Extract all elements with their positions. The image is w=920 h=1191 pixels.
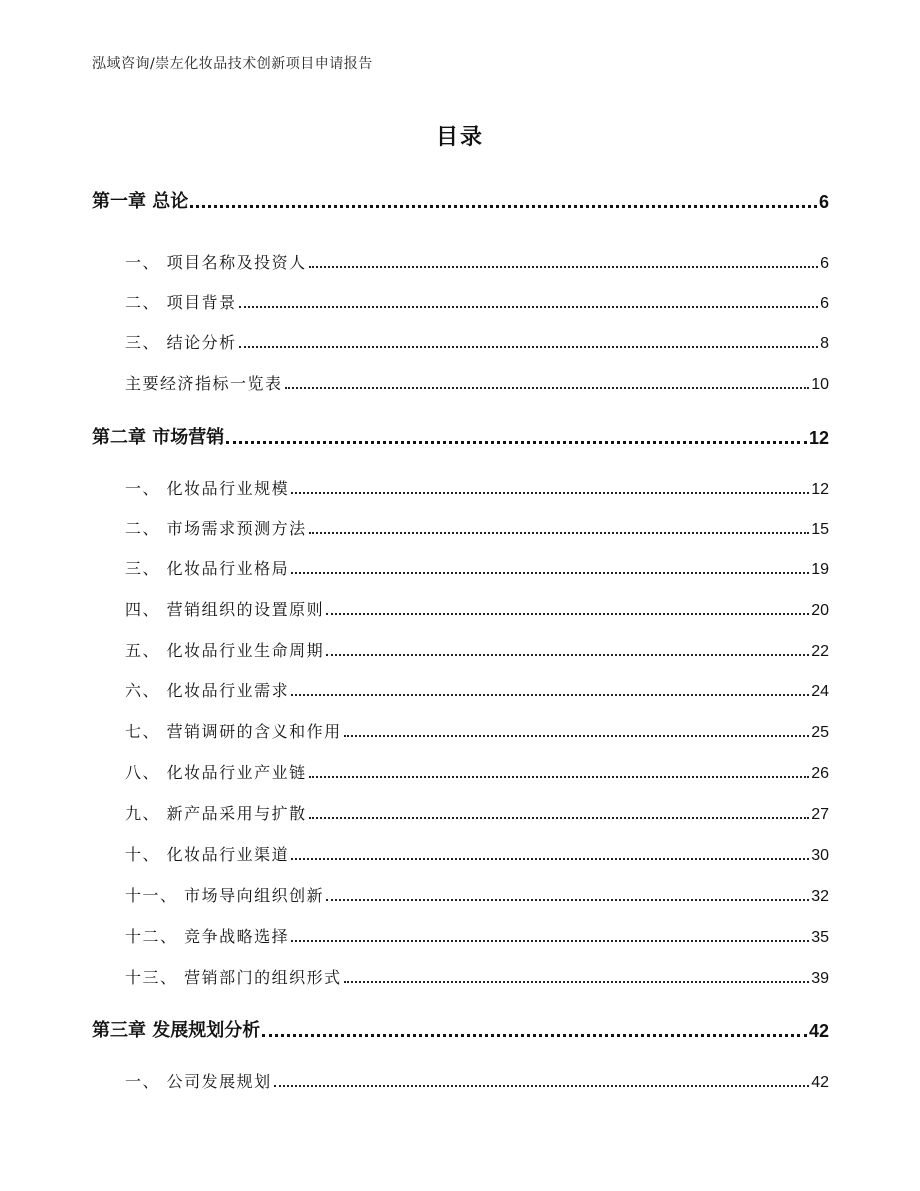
- dot-leader: [285, 386, 810, 389]
- dot-leader: [274, 1084, 810, 1087]
- toc-section-entry[interactable]: [92, 556, 829, 579]
- dot-leader: [291, 939, 809, 942]
- toc-chapter-entry[interactable]: [92, 423, 829, 449]
- toc-page-number: 27: [811, 806, 829, 823]
- toc-page-number: 25: [811, 724, 829, 741]
- toc-page-number: 39: [811, 970, 829, 987]
- toc-entry-label: 第三章 发展规划分析: [92, 1020, 261, 1041]
- toc-page-number: 6: [820, 255, 829, 272]
- dot-leader: [344, 980, 810, 983]
- toc-section-entry[interactable]: [92, 842, 829, 865]
- toc-page-number: 10: [811, 376, 829, 393]
- toc-entry-label: 七、 营销调研的含义和作用: [125, 722, 342, 741]
- toc-page-number: 20: [811, 602, 829, 619]
- dot-leader: [262, 1033, 807, 1037]
- dot-leader: [291, 571, 809, 574]
- toc-page-number: 6: [820, 295, 829, 312]
- toc-entry-label: 八、 化妆品行业产业链: [125, 763, 307, 782]
- toc-entry-label: 十三、 营销部门的组织形式: [125, 968, 342, 987]
- toc-page-number: 22: [811, 643, 829, 660]
- toc-section-entry[interactable]: [92, 924, 829, 947]
- toc-page-number: 19: [811, 561, 829, 578]
- toc-entry-label: 二、 市场需求预测方法: [125, 519, 307, 538]
- dot-leader: [226, 440, 807, 444]
- toc-entry-label: 主要经济指标一览表: [125, 374, 283, 393]
- dot-leader: [291, 857, 809, 860]
- toc-page-number: 12: [808, 428, 829, 448]
- toc-section-entry[interactable]: [92, 760, 829, 783]
- toc-section-entry[interactable]: [92, 290, 829, 313]
- dot-leader: [326, 612, 809, 615]
- toc-section-entry[interactable]: [92, 678, 829, 701]
- toc-entry-label: 三、 化妆品行业格局: [125, 559, 290, 578]
- dot-leader: [326, 653, 809, 656]
- toc-section-entry[interactable]: [92, 516, 829, 539]
- toc-page-number: 35: [811, 929, 829, 946]
- running-header: 泓域咨询/崇左化妆品技术创新项目申请报告: [92, 56, 373, 72]
- toc-page-number: 6: [818, 192, 829, 212]
- toc-page-number: 26: [811, 765, 829, 782]
- toc-section-entry[interactable]: [92, 1069, 829, 1092]
- toc-page-number: 12: [811, 481, 829, 498]
- dot-leader: [309, 816, 810, 819]
- toc-page-number: 30: [811, 847, 829, 864]
- dot-leader: [239, 305, 819, 308]
- toc-entry-label: 十一、 市场导向组织创新: [125, 886, 325, 905]
- dot-leader: [309, 775, 810, 778]
- dot-leader: [190, 204, 817, 208]
- toc-entry-label: 一、 化妆品行业规模: [125, 479, 290, 498]
- toc-page-number: 8: [820, 335, 829, 352]
- toc-entry-label: 一、 项目名称及投资人: [125, 253, 307, 272]
- toc-entry-label: 三、 结论分析: [125, 333, 237, 352]
- toc-entry-label: 十二、 竞争战略选择: [125, 927, 290, 946]
- toc-section-entry[interactable]: [92, 801, 829, 824]
- toc-section-entry[interactable]: [92, 597, 829, 620]
- toc-page-number: 42: [811, 1074, 829, 1091]
- toc-chapter-entry[interactable]: [92, 187, 829, 213]
- toc-entry-label: 第一章 总论: [92, 191, 189, 212]
- dot-leader: [309, 531, 810, 534]
- toc-section-entry[interactable]: [92, 965, 829, 988]
- toc-page-number: 32: [811, 888, 829, 905]
- toc-section-entry[interactable]: [92, 250, 829, 273]
- toc-section-entry[interactable]: [92, 638, 829, 661]
- toc-entry-label: 十、 化妆品行业渠道: [125, 845, 290, 864]
- dot-leader: [326, 898, 809, 901]
- toc-section-entry[interactable]: [92, 330, 829, 353]
- toc-page-number: 24: [811, 683, 829, 700]
- dot-leader: [239, 345, 819, 348]
- toc-section-entry[interactable]: [92, 476, 829, 499]
- toc-entry-label: 六、 化妆品行业需求: [125, 681, 290, 700]
- toc-entry-label: 一、 公司发展规划: [125, 1072, 272, 1091]
- toc-section-entry[interactable]: [92, 883, 829, 906]
- toc-entry-label: 第二章 市场营销: [92, 427, 225, 448]
- toc-entry-label: 五、 化妆品行业生命周期: [125, 641, 325, 660]
- toc-chapter-entry[interactable]: [92, 1016, 829, 1042]
- toc-page-number: 42: [808, 1021, 829, 1041]
- dot-leader: [344, 734, 810, 737]
- dot-leader: [309, 265, 819, 268]
- toc-entry-label: 九、 新产品采用与扩散: [125, 804, 307, 823]
- toc-entry-label: 四、 营销组织的设置原则: [125, 600, 325, 619]
- toc-page-number: 15: [811, 521, 829, 538]
- toc-entry-label: 二、 项目背景: [125, 293, 237, 312]
- dot-leader: [291, 491, 809, 494]
- toc-section-entry[interactable]: [92, 371, 829, 394]
- page-title: 目录: [435, 125, 484, 150]
- dot-leader: [291, 693, 809, 696]
- toc-section-entry[interactable]: [92, 719, 829, 742]
